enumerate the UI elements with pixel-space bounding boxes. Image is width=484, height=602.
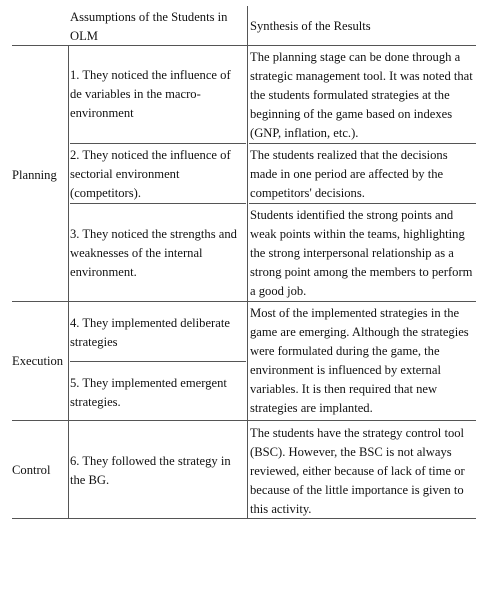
synthesis-cell: The students have the strategy control tool (BSC). However, the BSC is not always reviewed, either because of lack of time or because of the little importance is given to this activity. (250, 426, 465, 516)
row-rule-planning-2b (249, 203, 476, 204)
stage-label: Execution (12, 354, 64, 368)
assumption-cell: 1. They noticed the influence of de variables in the macro-environment (70, 68, 231, 120)
stage-label: Control (12, 463, 51, 477)
synthesis-cell: The planning stage can be done through a strategic management tool. It was noted that the students formulated strategies at the beginning of the game based on indexes (GNP, inflation, etc.). (250, 50, 473, 140)
assumption-cell: 2. They noticed the influence of sectorial environment (competitors). (70, 148, 231, 200)
row-rule-planning-1b (249, 143, 476, 144)
stage-label: Planning (12, 168, 57, 182)
section-rule-control (12, 420, 476, 421)
synthesis-cell: The students realized that the decisions made in one period are affected by the competitors' decisions. (250, 148, 448, 200)
assumption-cell: 5. They implemented emergent strategies. (70, 376, 227, 409)
synthesis-cell: Students identified the strong points and weak points within the teams, highlighting the strong interpersonal relationship as a strong point among the members to perform a good job. (250, 208, 473, 298)
col-divider-2 (247, 6, 248, 518)
assumption-cell: 6. They followed the strategy in the BG. (70, 454, 231, 487)
header-synthesis: Synthesis of the Results (250, 19, 371, 33)
synthesis-cell: Most of the implemented strategies in the game are emerging. Although the strategies were formulated during the game, the environment is influenced by external variables. It is then required that new strategies are implanted. (250, 306, 469, 415)
row-rule-planning-2 (70, 203, 246, 204)
assumption-cell: 3. They noticed the strengths and weaknesses of the internal environment. (70, 227, 237, 279)
section-rule-execution (12, 301, 476, 302)
col-divider-1 (68, 46, 69, 518)
header-rule (12, 45, 476, 46)
assumption-cell: 4. They implemented deliberate strategies (70, 316, 230, 349)
row-rule-execution-1 (70, 361, 246, 362)
header-assumptions: Assumptions of the Students in OLM (70, 10, 228, 43)
row-rule-planning-1 (70, 143, 246, 144)
